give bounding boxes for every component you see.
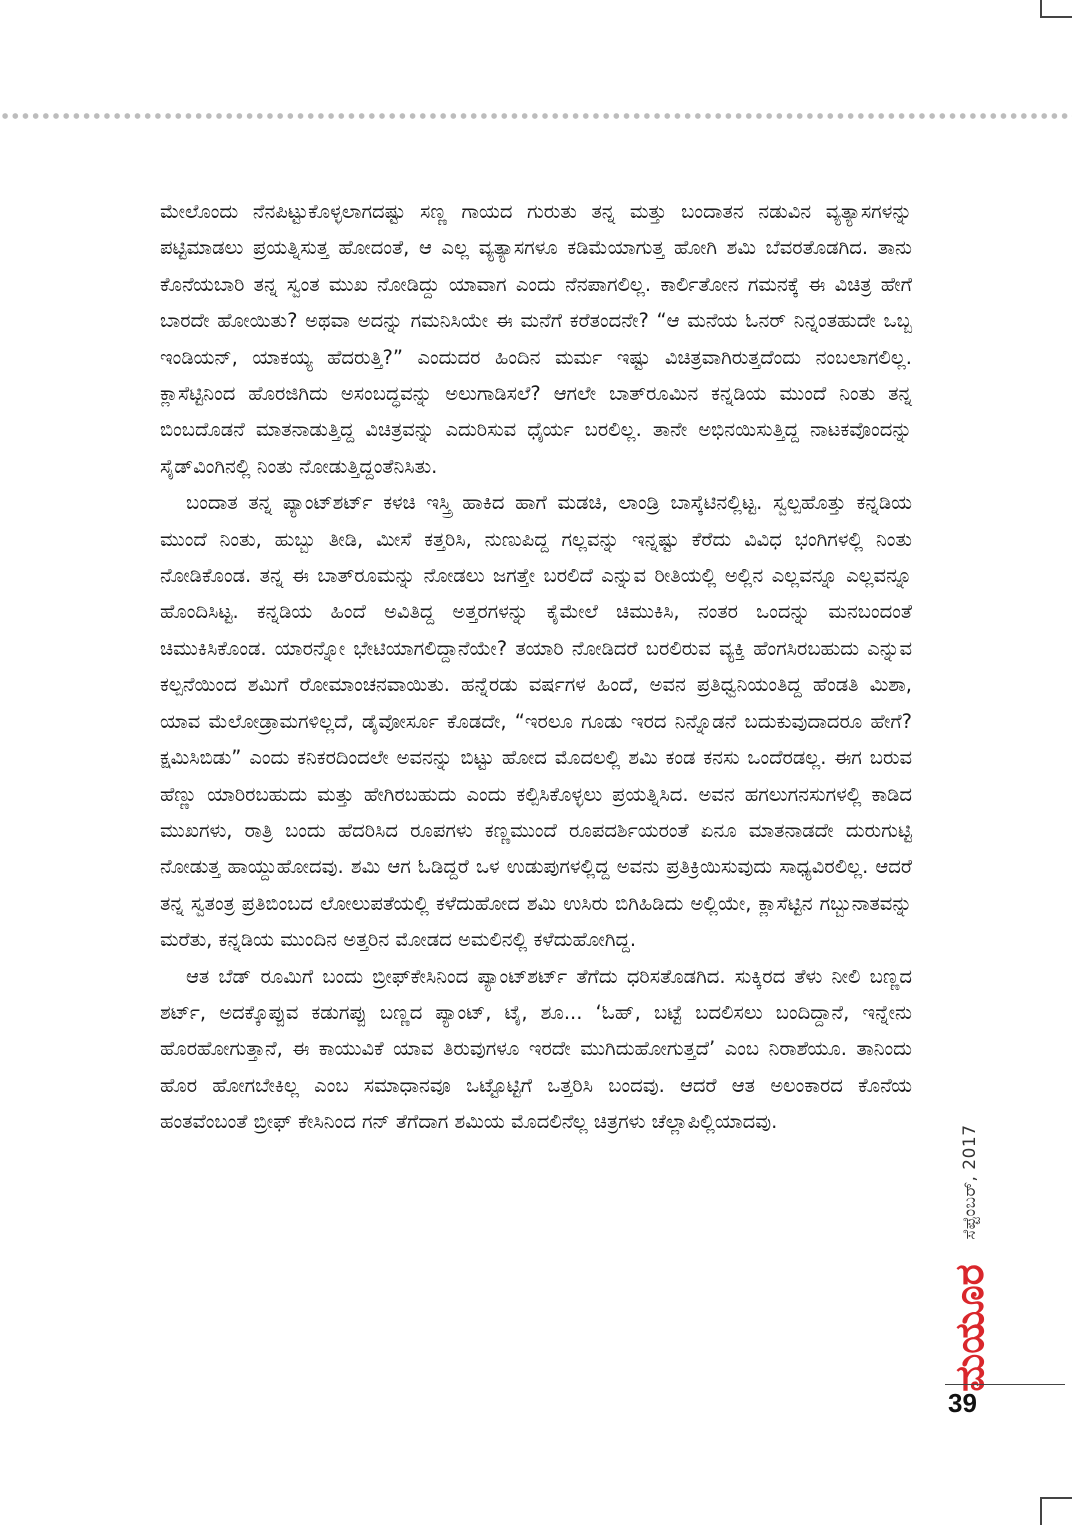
crop-mark-top	[1040, 0, 1072, 18]
article-body	[160, 194, 912, 1141]
magazine-masthead	[940, 1264, 1000, 1392]
page-number-rule	[945, 1384, 1065, 1385]
issue-date	[940, 1092, 1000, 1272]
dotted-header-rule	[0, 111, 1072, 121]
article-paragraph-2: ಬಂದಾತ ತನ್ನ ಪ್ಯಾಂಟ್‌ಶರ್ಟ್ ಕಳಚಿ ಇಸ್ತ್ರಿ ಹಾಕಿದ ಹಾಗೆ ಮಡಚಿ, ಲಾಂಡ್ರಿ ಬಾಸ್ಕೆಟಿನಲ್ಲಿಟ್ಟ. ಸ್ವಲ್ಪಹೊತ್ತು ಕನ್ನಡಿಯ ಮುಂದೆ ನಿಂತು, ಹುಬ್ಬು ತೀಡಿ, ಮೀಸೆ ಕತ್ತರಿಸಿ, ನುಣುಪಿದ್ದ ಗಲ್ಲವನ್ನು ಇನ್ನಷ್ಟು ಕೆರೆದು ವಿವಿಧ ಭಂಗಿಗಳಲ್ಲಿ ನಿಂತು ನೋಡಿಕೊಂಡ. ತನ್ನ ಈ ಬಾತ್‌ರೂಮನ್ನು ನೋಡಲು ಜಗತ್ತೇ ಬರಲಿದೆ ಎನ್ನುವ ರೀತಿಯಲ್ಲಿ ಅಲ್ಲಿನ ಎಲ್ಲವನ್ನೂ ಎಲ್ಲವನ್ನೂ ಹೊಂದಿಸಿಟ್ಟ. ಕನ್ನಡಿಯ ಹಿಂದೆ ಅವಿತಿದ್ದ ಅತ್ತರಗಳನ್ನು ಕೈಮೇಲೆ ಚಿಮುಕಿಸಿ, ನಂತರ ಒಂದನ್ನು ಮನಬಂದಂತೆ ಚಿಮುಕಿಸಿಕೊಂಡ. ಯಾರನ್ನೋ ಭೇಟಿಯಾಗಲಿದ್ದಾನೆಯೇ? ತಯಾರಿ ನೋಡಿದರೆ ಬರಲಿರುವ ವ್ಯಕ್ತಿ ಹೆಂಗಸಿರಬಹುದು ಎನ್ನುವ ಕಲ್ಪನೆಯಿಂದ ಶಮಿಗೆ ರೋಮಾಂಚನವಾಯಿತು. ಹನ್ನೆರಡು ವರ್ಷಗಳ ಹಿಂದೆ, ಅವನ ಪ್ರತಿಧ್ವನಿಯಂತಿದ್ದ ಹೆಂಡತಿ ಮಿಶಾ, ಯಾವ ಮೆಲೋಡ್ರಾಮಗಳಿಲ್ಲದೆ, ಡೈವೋರ್ಸೂ ಕೊಡದೇ, “ಇರಲೂ ಗೂಡು ಇರದ ನಿನ್ನೊಡನೆ ಬದುಕುವುದಾದರೂ ಹೇಗೆ? ಕ್ಷಮಿಸಿಬಿಡು” ಎಂದು ಕನಿಕರದಿಂದಲೇ ಅವನನ್ನು ಬಿಟ್ಟು ಹೋದ ಮೊದಲಲ್ಲಿ ಶಮಿ ಕಂಡ ಕನಸು ಒಂದೆರಡಲ್ಲ. ಈಗ ಬರುವ ಹೆಣ್ಣು ಯಾರಿರಬಹುದು ಮತ್ತು ಹೇಗಿರಬಹುದು ಎಂದು ಕಲ್ಪಿಸಿಕೊಳ್ಳಲು ಪ್ರಯತ್ನಿಸಿದ. ಅವನ ಹಗಲುಗನಸುಗಳಲ್ಲಿ ಕಾಡಿದ ಮುಖಗಳು, ರಾತ್ರಿ ಬಂದು ಹೆದರಿಸಿದ ರೂಪಗಳು ಕಣ್ಣಮುಂದೆ ರೂಪದರ್ಶಿಯರಂತೆ ಏನೂ ಮಾತನಾಡದೇ ದುರುಗುಟ್ಟಿ ನೋಡುತ್ತ ಹಾಯ್ದುಹೋದವು. ಶಮಿ ಆಗ ಓಡಿದ್ದರೆ ಒಳ ಉಡುಪುಗಳಲ್ಲಿದ್ದ ಅವನು ಪ್ರತಿಕ್ರಿಯಿಸುವುದು ಸಾಧ್ಯವಿರಲಿಲ್ಲ. ಆದರೆ ತನ್ನ ಸ್ವತಂತ್ರ ಪ್ರತಿಬಿಂಬದ ಲೋಲುಪತೆಯಲ್ಲಿ ಕಳೆದುಹೋದ ಶಮಿ ಉಸಿರು ಬಿಗಿಹಿಡಿದು ಅಲ್ಲಿಯೇ, ಕ್ಲಾಸೆಟ್ಟಿನ ಗಬ್ಬುನಾತವನ್ನು ಮರೆತು, ಕನ್ನಡಿಯ ಮುಂದಿನ ಅತ್ತರಿನ ಮೋಡದ ಅಮಲಿನಲ್ಲಿ ಕಳೆದುಹೋಗಿದ್ದ.	[160, 491, 912, 952]
article-paragraph-1: ಮೇಲೊಂದು ನೆನಪಿಟ್ಟುಕೊಳ್ಳಲಾಗದಷ್ಟು ಸಣ್ಣ ಗಾಯದ ಗುರುತು ತನ್ನ ಮತ್ತು ಬಂದಾತನ ನಡುವಿನ ವ್ಯತ್ಯಾಸಗಳನ್ನು ಪಟ್ಟಿಮಾಡಲು ಪ್ರಯತ್ನಿಸುತ್ತ ಹೋದಂತೆ, ಆ ಎಲ್ಲ ವ್ಯತ್ಯಾಸಗಳೂ ಕಡಿಮೆಯಾಗುತ್ತ ಹೋಗಿ ಶಮಿ ಬೆವರತೊಡಗಿದ. ತಾನು ಕೊನೆಯಬಾರಿ ತನ್ನ ಸ್ವಂತ ಮುಖ ನೋಡಿದ್ದು ಯಾವಾಗ ಎಂದು ನೆನಪಾಗಲಿಲ್ಲ. ಕಾರ್ಲಿತೋನ ಗಮನಕ್ಕೆ ಈ ವಿಚಿತ್ರ ಹೇಗೆ ಬಾರದೇ ಹೋಯಿತು? ಅಥವಾ ಅದನ್ನು ಗಮನಿಸಿಯೇ ಈ ಮನೆಗೆ ಕರೆತಂದನೇ? “ಆ ಮನೆಯ ಓನರ್ ನಿನ್ನಂತಹುದೇ ಒಬ್ಬ ಇಂಡಿಯನ್, ಯಾಕಯ್ಯ ಹೆದರುತ್ತಿ?” ಎಂದುದರ ಹಿಂದಿನ ಮರ್ಮ ಇಷ್ಟು ವಿಚಿತ್ರವಾಗಿರುತ್ತದೆಂದು ನಂಬಲಾಗಲಿಲ್ಲ. ಕ್ಲಾಸೆಟ್ಟಿನಿಂದ ಹೊರಜಿಗಿದು ಅಸಂಬದ್ಧವನ್ನು ಅಲುಗಾಡಿಸಲೆ? ಆಗಲೇ ಬಾತ್‌ರೂಮಿನ ಕನ್ನಡಿಯ ಮುಂದೆ ನಿಂತು ತನ್ನ ಬಿಂಬದೊಡನೆ ಮಾತನಾಡುತ್ತಿದ್ದ ವಿಚಿತ್ರವನ್ನು ಎದುರಿಸುವ ಧೈರ್ಯ ಬರಲಿಲ್ಲ. ತಾನೇ ಅಭಿನಯಿಸುತ್ತಿದ್ದ ನಾಟಕವೊಂದನ್ನು ಸೈಡ್‌ವಿಂಗಿನಲ್ಲಿ ನಿಂತು ನೋಡುತ್ತಿದ್ದಂತೆನಿಸಿತು.	[160, 200, 912, 478]
page-number: 39	[948, 1388, 977, 1418]
crop-mark-bottom	[1040, 1497, 1072, 1525]
issue-date-label: ಸೆಪ್ಟೆಂಬರ್, 2017	[960, 1124, 980, 1240]
article-paragraph-3: ಆತ ಬೆಡ್ ರೂಮಿಗೆ ಬಂದು ಬ್ರೀಫ್‌ಕೇಸಿನಿಂದ ಪ್ಯಾಂಟ್‌ಶರ್ಟ್ ತೆಗೆದು ಧರಿಸತೊಡಗಿದ. ಸುಕ್ಕಿರದ ತೆಳು ನೀಲಿ ಬಣ್ಣದ ಶರ್ಟ್, ಅದಕ್ಕೊಪ್ಪುವ ಕಡುಗಪ್ಪು ಬಣ್ಣದ ಪ್ಯಾಂಟ್, ಟೈ, ಶೂ... ‘ಓಹ್, ಬಟ್ಟೆ ಬದಲಿಸಲು ಬಂದಿದ್ದಾನೆ, ಇನ್ನೇನು ಹೊರಹೋಗುತ್ತಾನೆ, ಈ ಕಾಯುವಿಕೆ ಯಾವ ತಿರುವುಗಳೂ ಇರದೇ ಮುಗಿದುಹೋಗುತ್ತದೆ’ ಎಂಬ ನಿರಾಶೆಯೂ. ತಾನಿಂದು ಹೊರ ಹೋಗಬೇಕಿಲ್ಲ ಎಂಬ ಸಮಾಧಾನವೂ ಒಟ್ಟೊಟ್ಟಿಗೆ ಒತ್ತರಿಸಿ ಬಂದವು. ಆದರೆ ಆತ ಅಲಂಕಾರದ ಕೊನೆಯ ಹಂತವೆಂಬಂತೆ ಬ್ರೀಫ್ ಕೇಸಿನಿಂದ ಗನ್ ತೆಗೆದಾಗ ಶಮಿಯ ಮೊದಲಿನೆಲ್ಲ ಚಿತ್ರಗಳು ಚೆಲ್ಲಾಪಿಲ್ಲಿಯಾದವು.	[160, 964, 912, 1134]
masthead-logo-text: ಮಯೂರ	[947, 1264, 993, 1392]
